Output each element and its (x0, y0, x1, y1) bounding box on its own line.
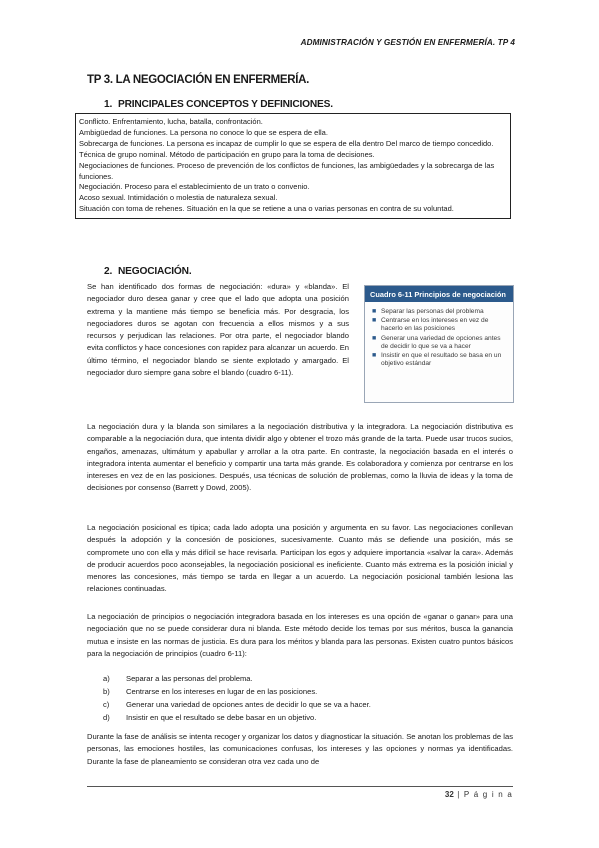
paragraph-distributive: La negociación dura y la blanda son similares a la negociación distributiva y la integradora. La negociación distributiva es comparable a la negociación dura, que intenta dividir algo y obtener el trozo más grande de la tarta. Puede usar trucos sucios, engaños, amenazas, ultimátum y apabullar y arrollar a la otra parte. En contraste, la negociación basada en el interés o integradora intenta aumentar el beneficio y compartir una tarta más grande. Es colaboradora y comienza por centrarse en los intereses en vez de en las posiciones. Después, usa técnicas de solución de problemas, como la lluvia de ideas y la toma de decisiones por consenso (Barrett y Dowd, 2005). (87, 422, 513, 493)
definition-item: Conflicto. Enfrentamiento, lucha, batalla, confrontación. (79, 117, 263, 126)
principles-points-list (103, 672, 371, 724)
page-number: 32 | P á g i n a (444, 790, 513, 799)
section-2-heading (104, 266, 191, 277)
document-title: TP 3. LA NEGOCIACIÓN EN ENFERMERÍA. (87, 74, 310, 86)
definition-item: Negociación. Proceso para el establecimiento de un trato o convenio. (79, 182, 310, 192)
principles-list (365, 302, 513, 368)
paragraph-principled: La negociación de principios o negociación integradora basada en los intereses es una opción de «ganar o ganar» para una negociación que no se puede considerar dura ni blanda. Este método decide los temas por sus méritos, busca la ganancia mutua e insiste en las normas de justicia. Es dura para los méritos y blanda para las personas. Existen cuatro puntos básicos para la negociación de principios (cuadro 6-11): (87, 612, 513, 658)
section-1-heading (104, 99, 333, 110)
section-2-number: 2. (104, 266, 113, 277)
paragraph-positional: La negociación posicional es típica; cada lado adopta una posición y argumenta en su favor. Las negociaciones conllevan después la adopción y la concesión de posiciones, sucesivamente. Cuanto más se defiende una posición, más se compromete uno con ella y más difícil se hace revisarla. Participan los egos y adquiere importancia «salvar la cara». Además de producir acuerdos poco aconsejables, la negociación posicional es ineficiente. Cuanto más extrema es la posición inicial y menores las concesiones, más tiempo se tarda en llegar a un acuerdo. La negociación posicional también lesiona las relaciones continuadas. (87, 523, 513, 594)
footer-divider (87, 786, 513, 787)
running-header: ADMINISTRACIÓN Y GESTIÓN EN ENFERMERÍA. TP 4 (300, 38, 515, 47)
definitions-box (75, 113, 511, 219)
section-2-title: NEGOCIACIÓN. (118, 266, 192, 277)
bullet-icon: ■ (372, 352, 377, 360)
principle-item: ■ Insistir en que el resultado se basa en un objetivo estándar (372, 352, 502, 368)
definition-item: Negociaciones de funciones. Proceso de prevención de los conflictos de funciones, las ambigüedades y la sobrecarga de las funciones. (79, 160, 495, 181)
principle-item: ■ Separar las personas del problema (372, 308, 484, 315)
definition-item: Técnica de grupo nominal. Método de participación en grupo para la toma de decisiones. (79, 149, 375, 159)
bullet-icon: ■ (372, 317, 377, 325)
bullet-icon: ■ (372, 308, 377, 315)
section-1-number: 1. (104, 99, 113, 110)
definition-item: Situación con toma de rehenes. Situación en la que se retiene a una o varias personas en contra de su voluntad. (79, 204, 454, 214)
list-item: b) Centrarse en los intereses en lugar de en las posiciones. (103, 687, 318, 696)
principle-item: ■ Generar una variedad de opciones antes de decidir lo que se va a hacer (372, 334, 501, 350)
definition-item: Sobrecarga de funciones. La persona es incapaz de cumplir lo que se espera de ella dentro Del marco de tiempo concedido. (79, 138, 494, 148)
principles-box-title: Cuadro 6-11 Principios de negociación (365, 286, 513, 302)
paragraph-analysis-phase: Durante la fase de análisis se intenta recoger y organizar los datos y diagnosticar la situación. Se anotan los problemas de las personas, las emociones hostiles, las comunicaciones confusas, los intereses y las opciones y normas ya identificadas. Durante la fase de planeamiento se consideran otra vez cada uno de (87, 732, 513, 766)
section-1-title: PRINCIPALES CONCEPTOS Y DEFINICIONES. (118, 99, 333, 110)
principle-item: ■ Centrarse en los intereses en vez de hacerlo en las posiciones (372, 317, 489, 333)
definition-item: Ambigüedad de funciones. La persona no conoce lo que se espera de ella. (79, 127, 328, 137)
list-item: a) Separar a las personas del problema. (103, 674, 253, 683)
definition-item: Acoso sexual. Intimidación o molestia de naturaleza sexual. (79, 193, 278, 203)
list-item: c) Generar una variedad de opciones antes de decidir lo que se va a hacer. (103, 700, 371, 709)
principles-box (364, 285, 514, 403)
bullet-icon: ■ (372, 334, 377, 342)
list-item: d) Insistir en que el resultado se debe basar en un objetivo. (103, 713, 317, 722)
paragraph-negotiation-types: Se han identificado dos formas de negociación: «dura» y «blanda». El negociador duro desea ganar y cree que el lado que adopta una posición extrema y la mantiene más tiempo se beneficia más. Por desgracia, los negociadores duros se agotan con frecuencia a ellos mismos y a sus recursos y perjudican las relaciones. Por otra parte, el negociador blando evita conflictos y hace concesiones con rapidez para alcanzar un acuerdo. En último término, el negociador blando se siente explotado y amargado. El negociador duro siempre gana sobre el blando (cuadro 6-11). (87, 282, 349, 378)
